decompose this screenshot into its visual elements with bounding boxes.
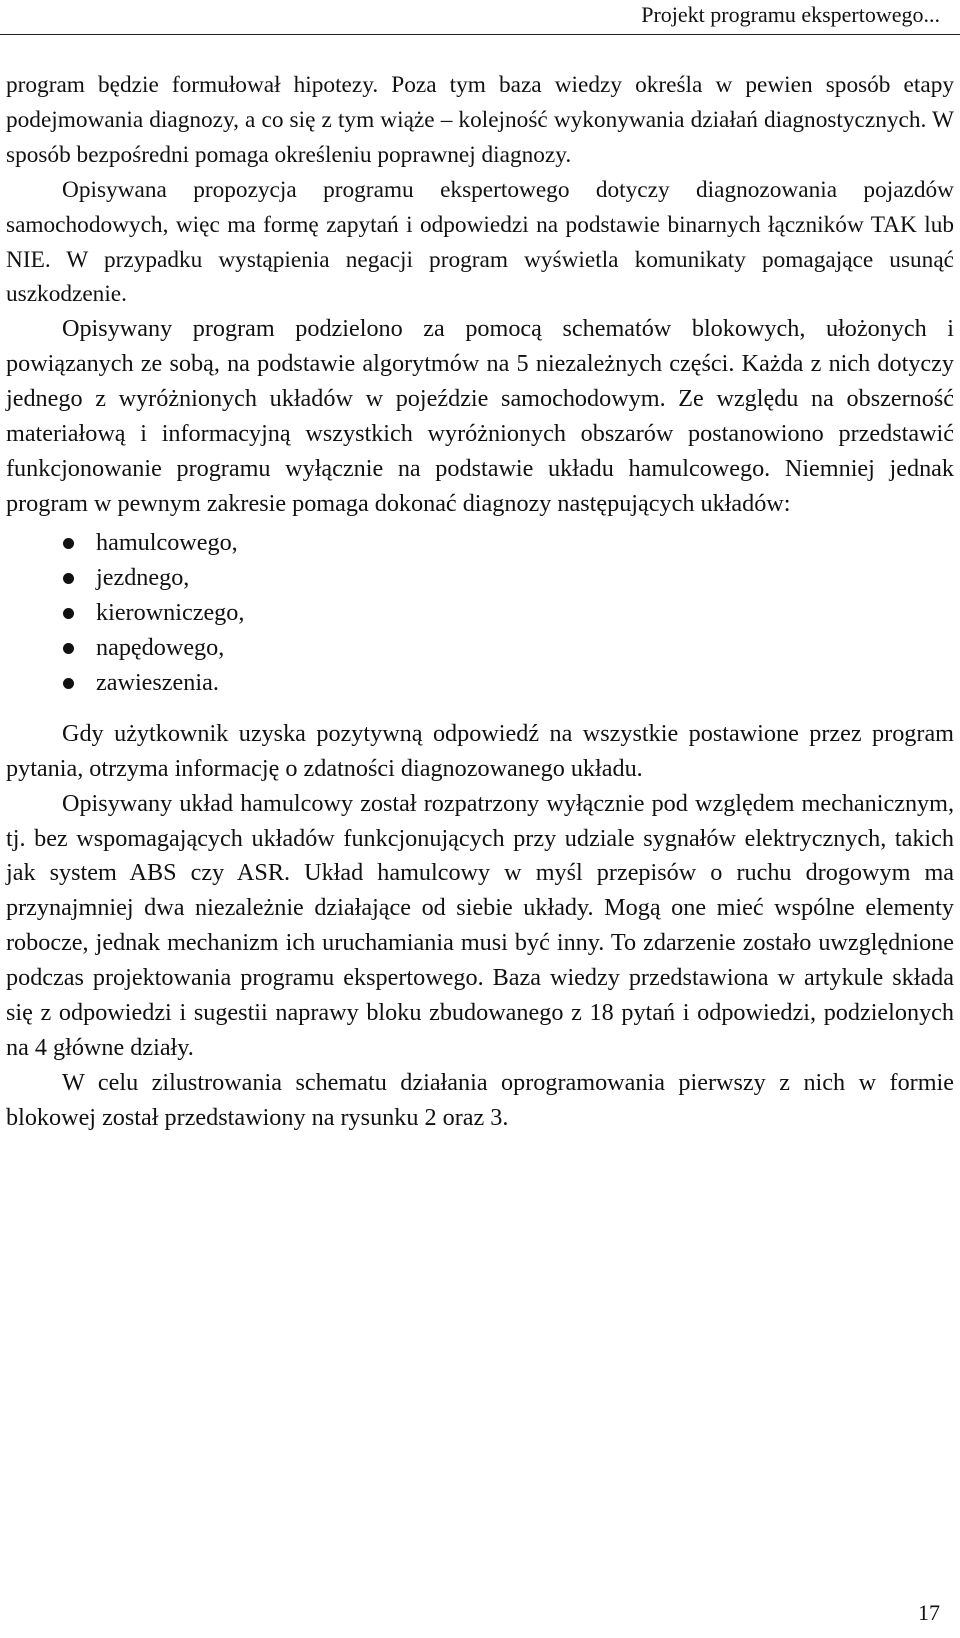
- list-item: [6, 560, 954, 595]
- paragraph-figure-reference: W celu zilustrowania schematu działania oprogramowania pierwszy z nich w formie blokowej został przedstawiony na rysunku 2 oraz 3.: [6, 1068, 954, 1131]
- page-number: 17: [918, 1600, 940, 1625]
- systems-list: [6, 525, 954, 700]
- list-item-label: hamulcowego,: [96, 528, 238, 556]
- list-item: [6, 630, 954, 665]
- paragraph-program-structure: Opisywany program podzielono za pomocą schematów blokowych, ułożonych i powiązanych ze sobą, na podstawie algorytmów na 5 niezależnych części. Każda z nich dotyczy jednego z wyróżnionych układów w pojeździe samochodowym. Ze względu na obszerność materiałową i informacyjną wszystkich wyróżnionych obszarów postanowiono przedstawić funkcjonowanie programu wyłącznie na podstawie układu hamulcowego. Niemniej jednak program w pewnym zakresie pomaga dokonać diagnozy następujących układów:: [6, 315, 954, 517]
- running-header-title: Projekt programu ekspertowego...: [641, 2, 940, 27]
- paragraph-proposal: Opisywana propozycja programu ekspertowego dotyczy diagnozowania pojazdów samochodowych, więc ma formę zapytań i odpowiedzi na podstawie binarnych łączników TAK lub NIE. W przypadku wystąpienia negacji program wyświetla komunikaty pomagające usunąć uszkodzenie.: [6, 176, 954, 308]
- list-item-label: jezdnego,: [96, 563, 190, 591]
- bullet-icon: [63, 678, 74, 689]
- bullet-icon: [63, 643, 74, 654]
- paragraph-positive-answer: Gdy użytkownik uzyska pozytywną odpowiedź na wszystkie postawione przez program pytania, otrzyma informację o zdatności diagnozowanego układu.: [6, 719, 954, 782]
- paragraph-hypotheses: program będzie formułował hipotezy. Poza tym baza wiedzy określa w pewien sposób etapy podejmowania diagnozy, a co się z tym wiąże – kolejność wykonywania działań diagnostycznych. W sposób bezpośredni pomaga określeniu poprawnej diagnozy.: [6, 72, 954, 168]
- list-item-label: zawieszenia.: [96, 668, 219, 696]
- bullet-icon: [63, 608, 74, 619]
- bullet-icon: [63, 538, 74, 549]
- paragraph-brake-system: Opisywany układ hamulcowy został rozpatrzony wyłącznie pod względem mechanicznym, tj. bez wspomagających układów funkcjonujących przy udziale sygnałów elektrycznych, takich jak system ABS czy ASR. Układ hamulcowy w myśl przepisów o ruchu drogowym ma przynajmniej dwa niezależnie działające od siebie układy. Mogą one mieć wspólne elementy robocze, jednak mechanizm ich uruchamiania musi być inny. To zdarzenie zostało uwzględnione podczas projektowania programu ekspertowego. Baza wiedzy przedstawiona w artykule składa się z odpowiedzi i sugestii naprawy bloku zbudowanego z 18 pytań i odpowiedzi, podzielonych na 4 główne działy.: [6, 789, 954, 1061]
- list-item-label: napędowego,: [96, 633, 225, 661]
- bullet-icon: [63, 573, 74, 584]
- list-item: [6, 595, 954, 630]
- list-item: [6, 665, 954, 700]
- body-text: [6, 68, 954, 1136]
- list-item: [6, 525, 954, 560]
- running-header: [0, 0, 960, 35]
- list-item-label: kierowniczego,: [96, 598, 245, 626]
